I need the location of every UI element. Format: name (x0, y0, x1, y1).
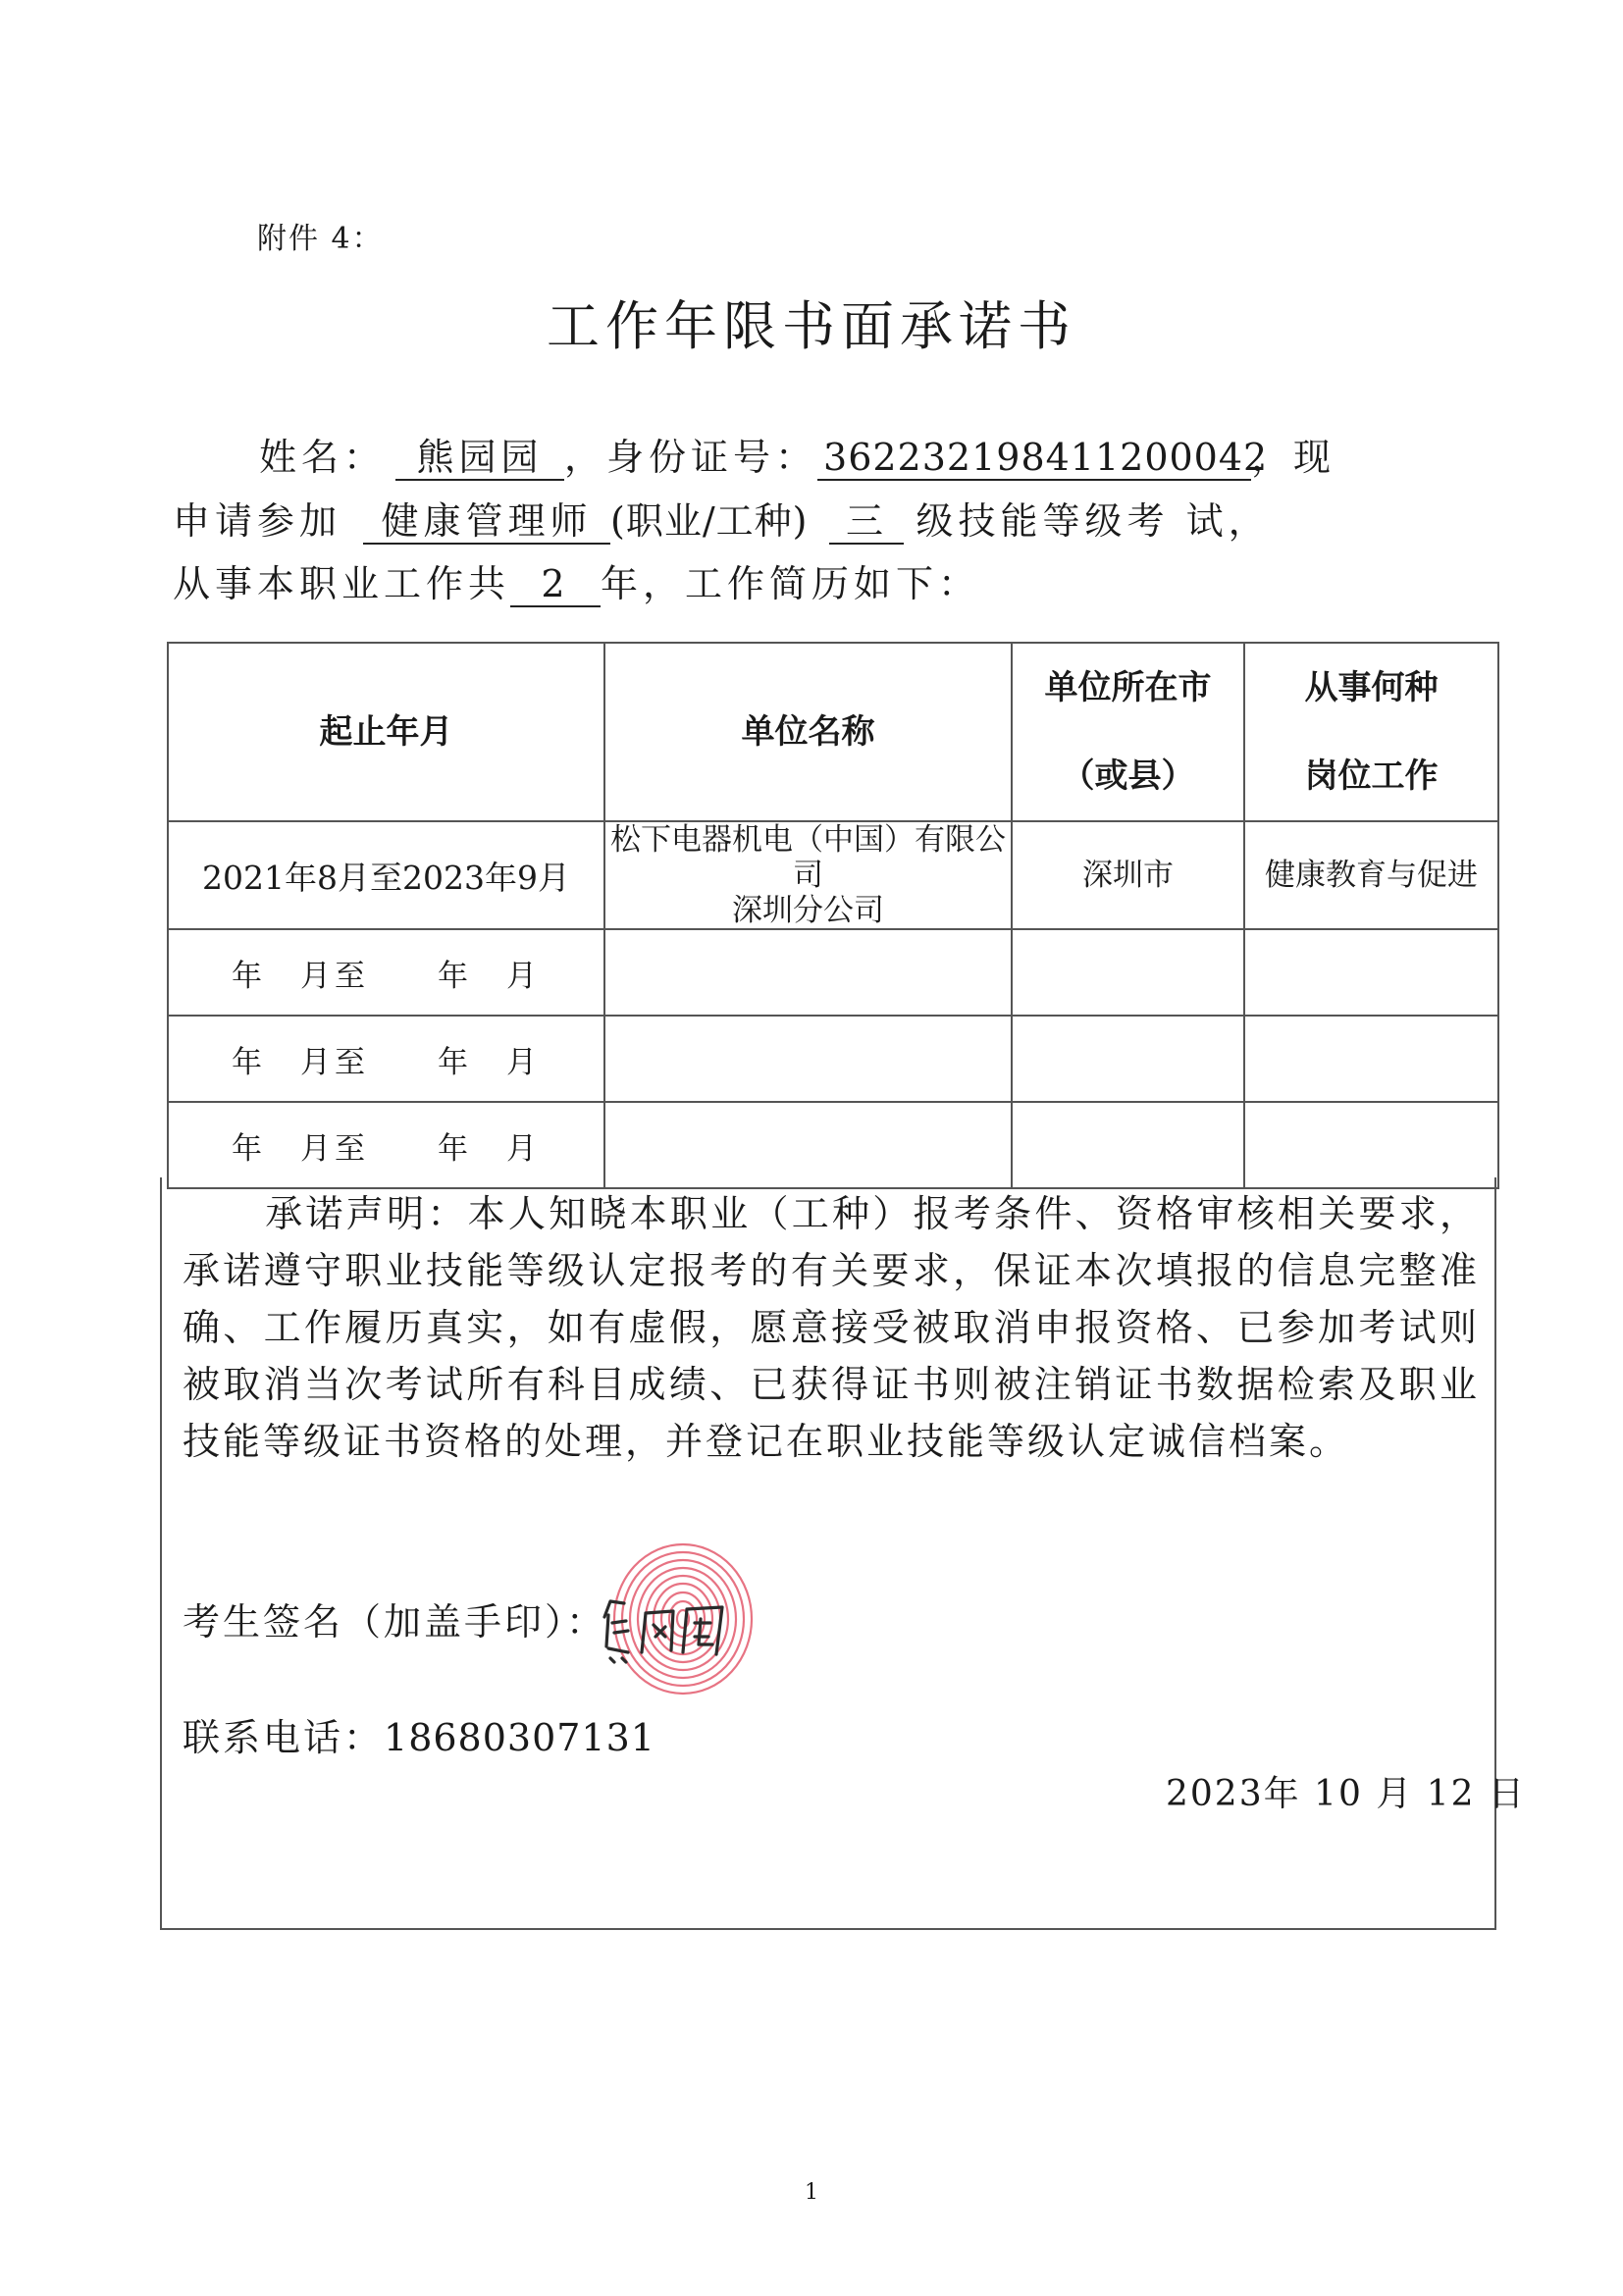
header-post-line2: 岗位工作 (1304, 757, 1439, 796)
fingerprint-signature-mark (585, 1531, 781, 1707)
declaration-body: 承诺声明：本人知晓本职业（工种）报考条件、资格审核相关要求，承诺遵守职业技能等级认定报考的有关要求，保证本次填报的信息完整准确、工作履历真实，如有虚假，愿意接受被取消申报资格、已参加考试则被取消当次考试所有科目成绩、已获得证书则被注销证书数据检索及职业技能等级证书资格的处理，并登记在职业技能等级认定诚信档案。 (183, 1192, 1480, 1463)
table-row (168, 821, 1498, 929)
row-period: 2021年8月至2023年9月 (168, 821, 604, 929)
page-number: 1 (805, 2180, 818, 2205)
row-unit (604, 1016, 1012, 1102)
sign-date: 2023年 10 月 12 日 (1166, 1774, 1527, 1814)
applicant-line-3 (173, 558, 980, 609)
fingerprint-icon (614, 1544, 752, 1694)
header-post (1244, 643, 1498, 821)
attachment-label: 附件 4： (257, 222, 384, 256)
occupation-suffix: (职业/工种) (610, 499, 809, 543)
row-post: 健康教育与促进 (1244, 821, 1498, 929)
contact-line (183, 1707, 655, 1761)
row-unit (604, 929, 1012, 1016)
declaration-text (183, 1185, 1480, 1470)
row-period: 年 月至 年 月 (168, 929, 604, 1016)
level-value: 三 (829, 499, 904, 545)
phone-label: 联系电话： (183, 1716, 385, 1759)
name-label: 姓名： (259, 436, 387, 479)
row-post (1244, 929, 1498, 1016)
header-post-line1: 从事何种 (1304, 668, 1439, 707)
id-number-value: 362232198411200042 (817, 436, 1251, 481)
work-history-table (167, 642, 1499, 1189)
years-value: 2 (510, 562, 601, 607)
row-post (1244, 1102, 1498, 1188)
header-period: 起止年月 (168, 643, 604, 821)
occupation-value: 健康管理师 (363, 499, 610, 545)
applicant-line-2 (173, 496, 1271, 547)
header-unit-city (1012, 643, 1244, 821)
row-unit (604, 821, 1012, 929)
level-suffix: 级技能等级考 试， (916, 499, 1271, 543)
row-unit-line1: 松下电器机电（中国）有限公司 (610, 822, 1006, 893)
id-label: ，身份证号： (564, 436, 818, 479)
row-city (1012, 1016, 1244, 1102)
header-unit-name: 单位名称 (604, 643, 1012, 821)
row-city (1012, 1102, 1244, 1188)
applicant-line-1 (259, 432, 1335, 483)
page-title: 工作年限书面承诺书 (547, 295, 1076, 357)
row-post (1244, 1016, 1498, 1102)
phone-value: 18680307131 (384, 1716, 655, 1759)
apply-prefix: 申请参加 (173, 499, 342, 543)
header-city-line1: 单位所在市 (1044, 668, 1212, 707)
table-header-row (168, 643, 1498, 821)
years-prefix: 从事本职业工作共 (173, 562, 511, 605)
table-row (168, 929, 1498, 1016)
row-unit-line2: 深圳分公司 (732, 893, 884, 928)
header-city-line2: （或县） (1061, 757, 1195, 796)
row-period: 年 月至 年 月 (168, 1016, 604, 1102)
row-unit (604, 1102, 1012, 1188)
years-suffix: 年，工作简历如下： (601, 562, 981, 605)
signature-label: 考生签名（加盖手印）： (183, 1600, 607, 1644)
row-city: 深圳市 (1012, 821, 1244, 929)
row-period: 年 月至 年 月 (168, 1102, 604, 1188)
id-suffix: ，现 (1251, 436, 1336, 479)
name-value: 熊园园 (395, 436, 564, 481)
row-city (1012, 929, 1244, 1016)
table-row (168, 1102, 1498, 1188)
table-row (168, 1016, 1498, 1102)
